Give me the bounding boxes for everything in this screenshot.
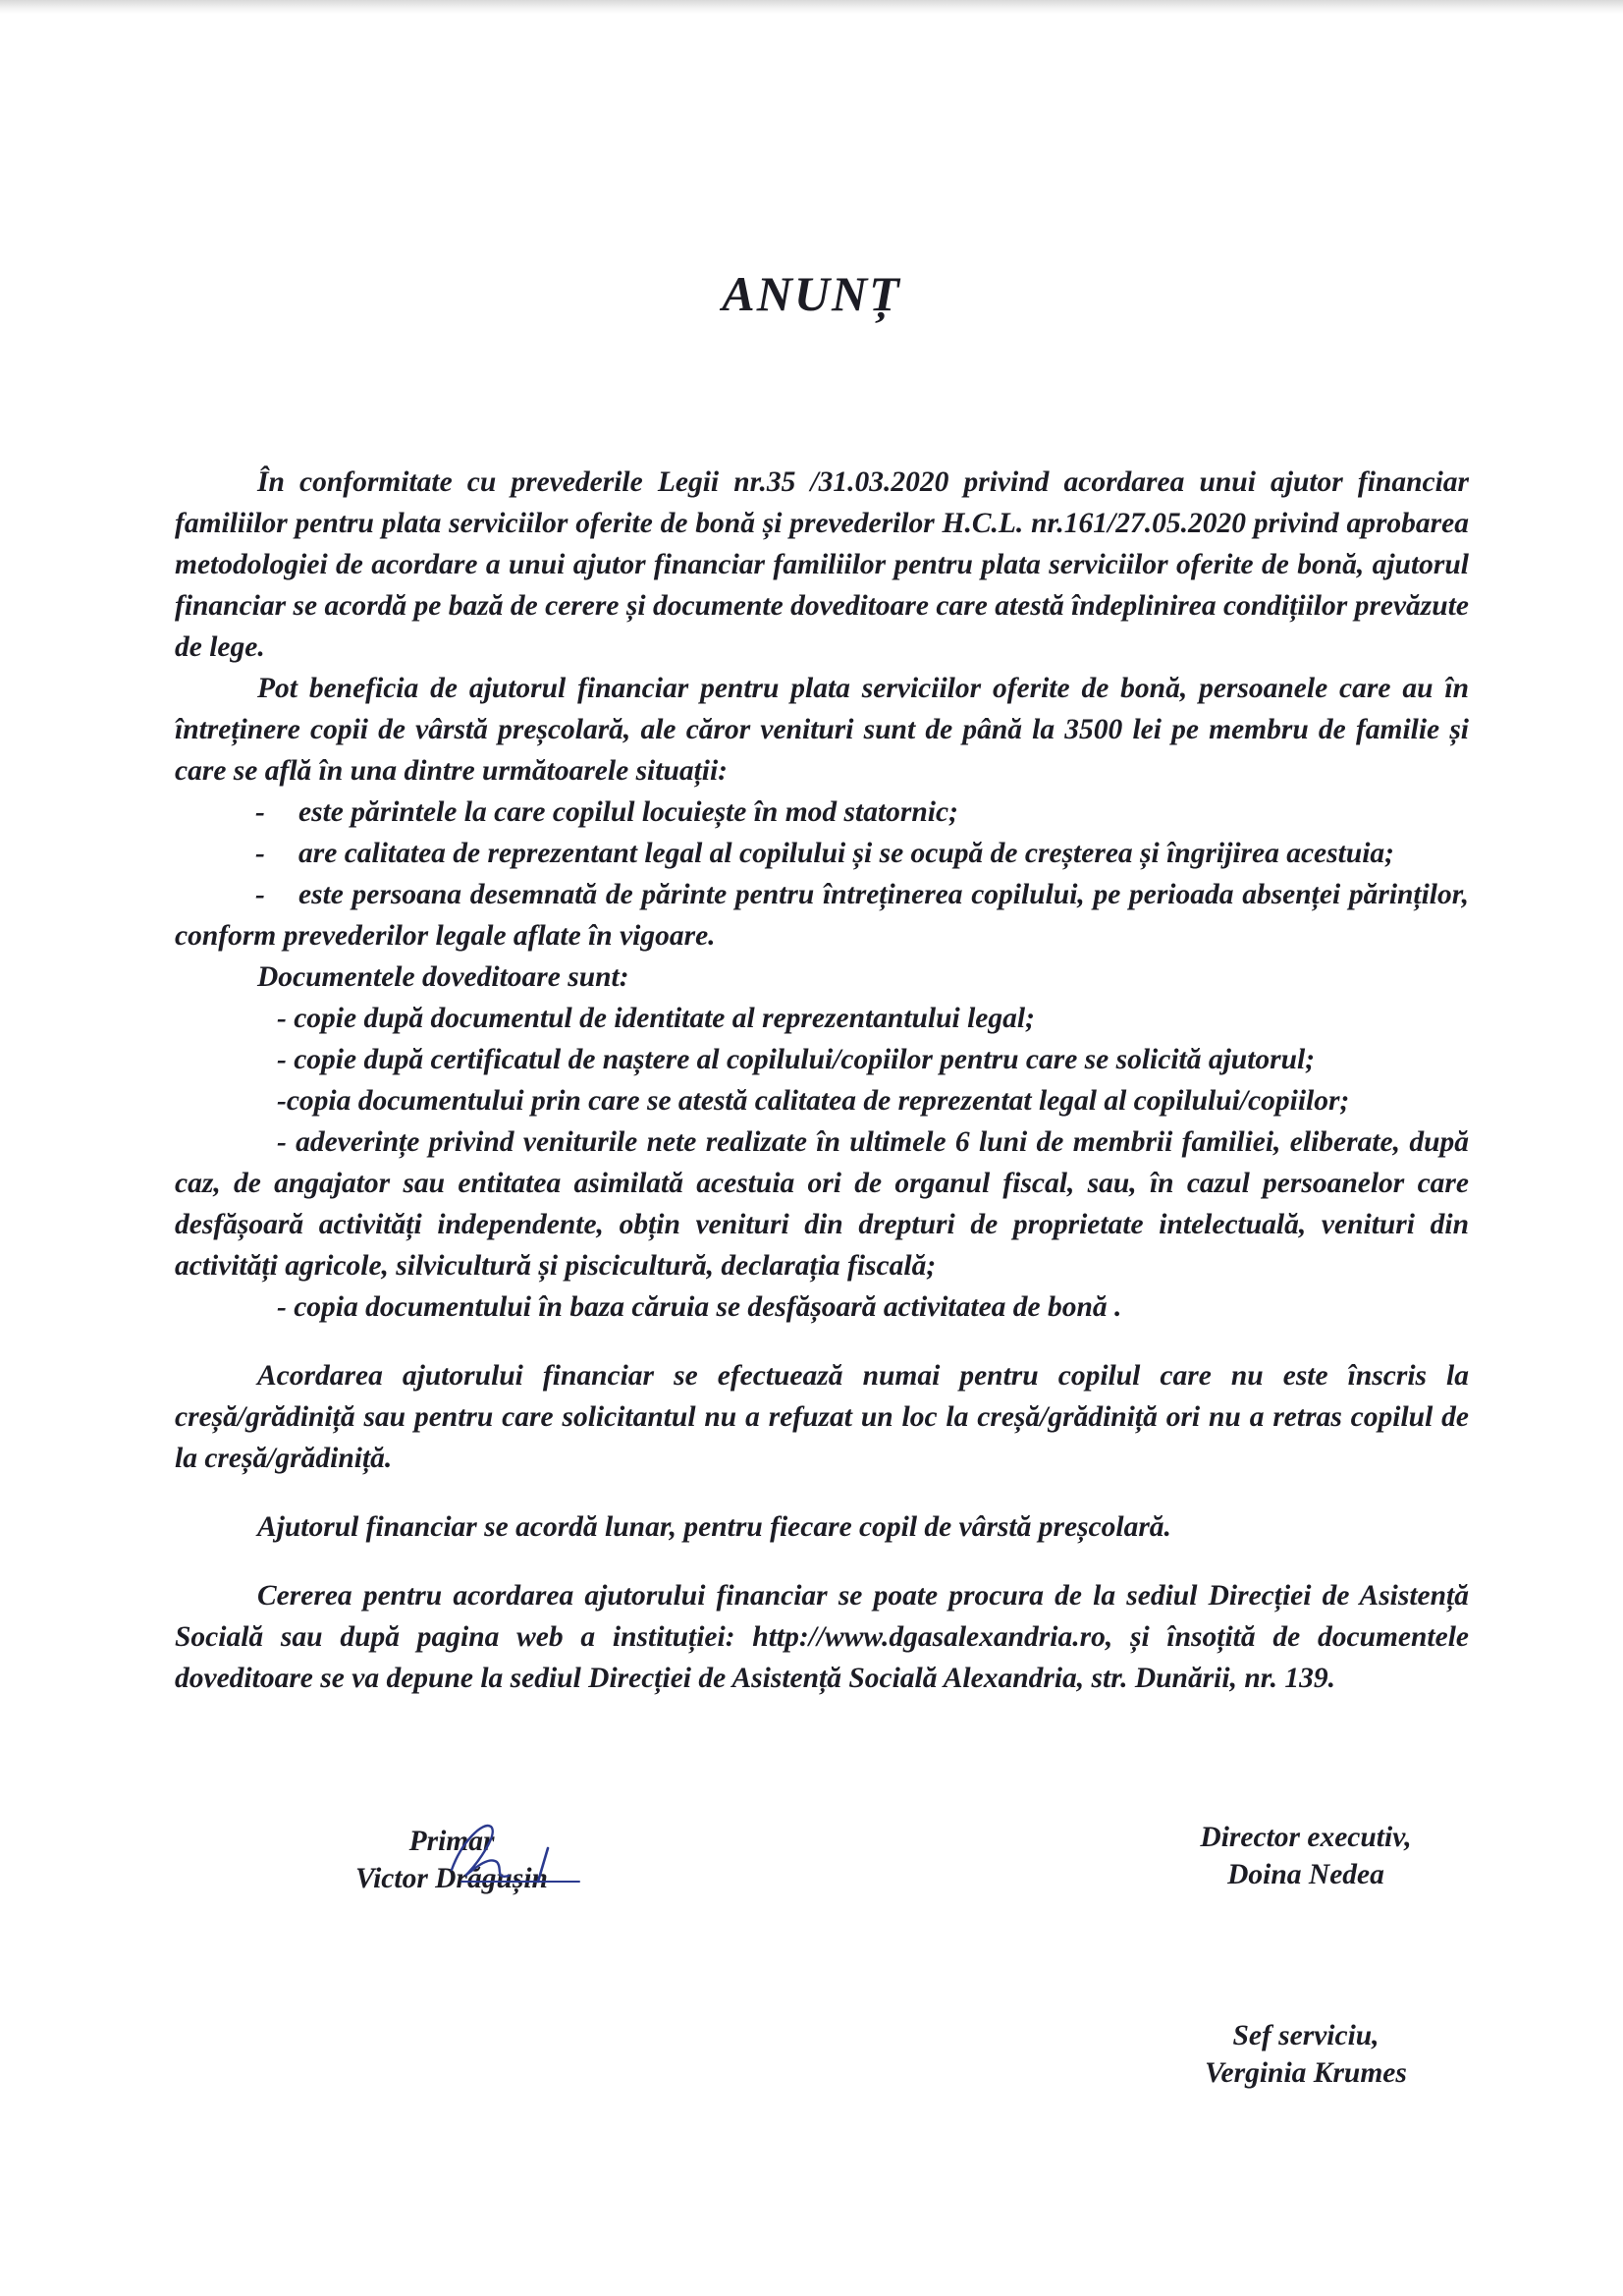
list-marker: - [255, 879, 265, 910]
monthly-paragraph: Ajutorul financiar se acordă lunar, pentru fiecare copil de vârstă preșcolară. [257, 1511, 1171, 1543]
document-item: - copia documentului în baza căruia se desfășoară activitatea de bonă . [277, 1291, 1122, 1323]
list-marker: - [255, 796, 265, 828]
intro-paragraph: În conformitate cu prevederile Legii nr.35 /31.03.2020 privind acordarea unui ajutor financiar familiilor pentru plata serviciilor oferite de bonă și prevederilor H.C.L. nr.161/27.05.2020 privind aprobarea metodologiei de acordare a unui ajutor financiar familiilor pentru plata serviciilor oferite de bonă, ajutorul financiar se acordă pe bază de cerere și documente doveditoare care atestă îndeplinirea condițiilor prevăzute de lege. [175, 466, 1469, 663]
situation-item [175, 833, 1469, 874]
spacer [175, 1328, 1469, 1355]
document-item: - copie după certificatul de naștere al copilului/copiilor pentru care se solicită ajutorul; [277, 1044, 1316, 1075]
signatory-name: Verginia Krumes [1205, 2057, 1407, 2089]
scan-edge [0, 0, 1623, 14]
signature-block-sef-serviciu [1168, 2017, 1443, 2092]
situation-text: este părintele la care copilul locuiește în mod statornic; [298, 796, 958, 828]
document-body [175, 462, 1469, 1699]
signatory-name: Victor Drăgușin [355, 1863, 548, 1894]
document-item: - adeverințe privind veniturile nete realizate în ultimele 6 luni de membrii familiei, eliberate, după caz, de angajator sau entitatea asimilată acestuia ori de organul fiscal, sau, în cazul persoanelor care desfășoară activități independente, obțin venituri din drepturi de proprietate intelectuală, venituri din activități agricole, silvicultură și piscicultură, declarația fiscală; [175, 1126, 1469, 1282]
documents-heading: Documentele doveditoare sunt: [257, 961, 629, 993]
situation-text: are calitatea de reprezentant legal al copilului și se ocupă de creșterea și îngrijirea acestuia; [298, 838, 1395, 869]
eligibility-paragraph: Pot beneficia de ajutorul financiar pentru plata serviciilor oferite de bonă, persoanele care au în întreținere copii de vârstă preșcolară, ale căror venituri sunt de până la 3500 lei pe membru de familie și care se află în una dintre următoarele situații: [175, 673, 1469, 787]
handwritten-signature [432, 1813, 589, 1887]
signatory-role: Sef serviciu, [1232, 2020, 1380, 2051]
situation-text: este persoana desemnată de părinte pentru întreținerea copilului, pe perioada absenței părinților, conform prevederilor legale aflate în vigoare. [175, 879, 1469, 952]
signatory-name: Doina Nedea [1227, 1859, 1384, 1890]
spacer [175, 1479, 1469, 1506]
situation-item [175, 792, 1469, 833]
spacer [175, 1548, 1469, 1575]
condition-paragraph: Acordarea ajutorului financiar se efectuează numai pentru copilul care nu este înscris la creșă/grădiniță sau pentru care solicitantul nu a refuzat un loc la creșă/grădiniță ori nu a retras copilul de la creșă/grădiniță. [175, 1360, 1469, 1474]
signatory-role: Primar [408, 1826, 495, 1857]
document-item: - copie după documentul de identitate al reprezentantului legal; [277, 1003, 1035, 1034]
submission-paragraph: Cererea pentru acordarea ajutorului financiar se poate procura de la sediul Direcției de Asistență Socială sau după pagina web a instituției: http://www.dgasalexandria.ro, și însoțită de documentele doveditoare se va depune la sediul Direcției de Asistență Socială Alexandria, str. Dunării, nr. 139. [175, 1580, 1469, 1694]
situation-item [175, 874, 1469, 957]
signatory-role: Director executiv, [1200, 1822, 1412, 1853]
list-marker: - [255, 838, 265, 869]
document-title: ANUNȚ [722, 266, 901, 321]
signature-block-director [1159, 1819, 1453, 1893]
document-item: -copia documentului prin care se atestă calitatea de reprezentat legal al copilului/copiilor; [277, 1085, 1350, 1117]
